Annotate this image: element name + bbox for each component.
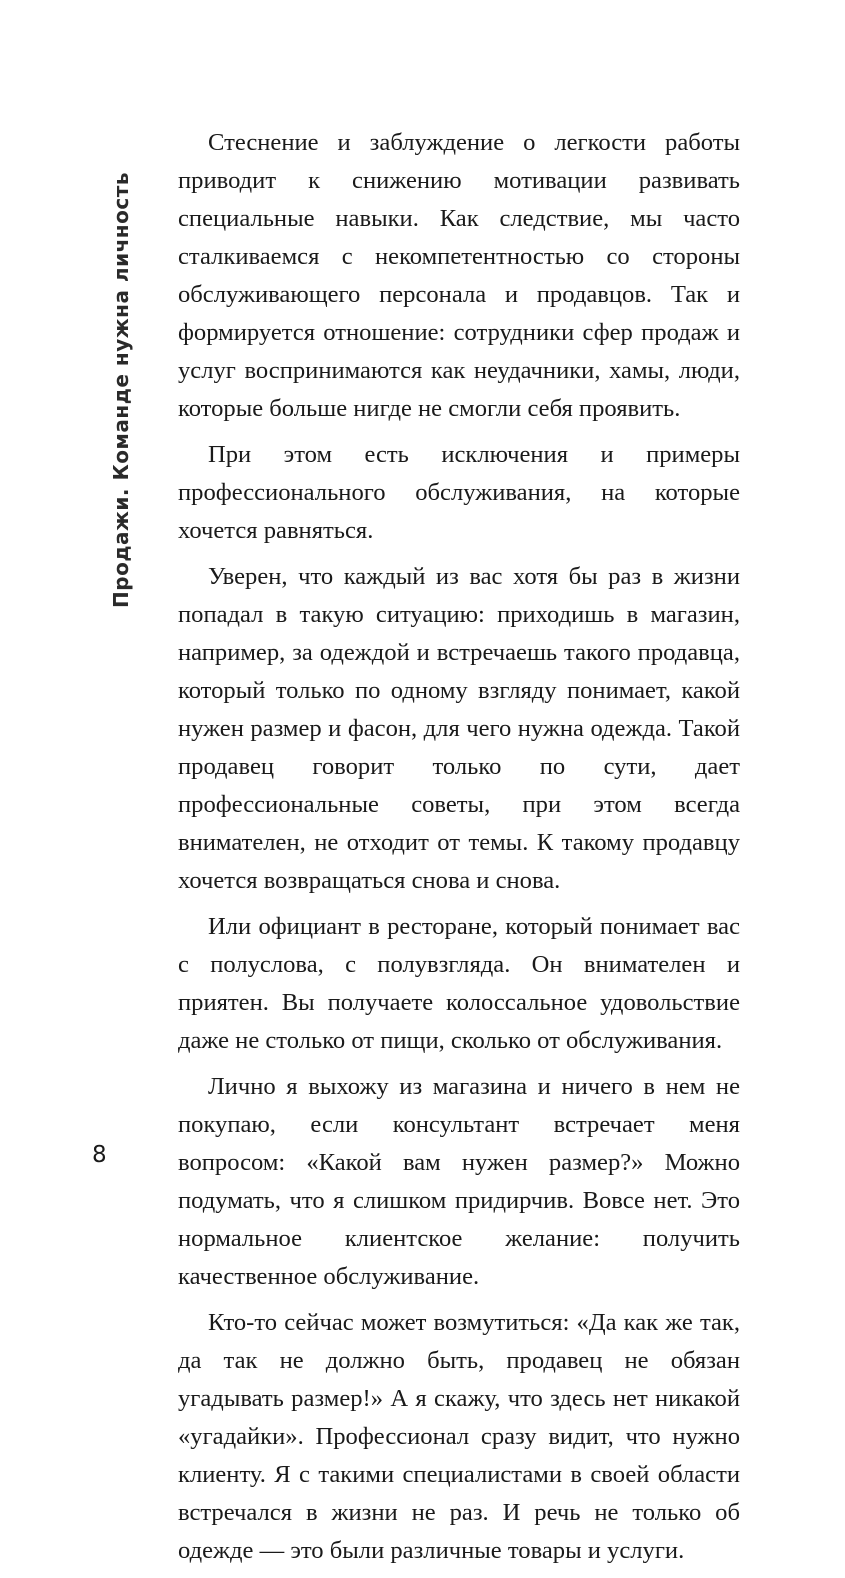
paragraph: Уверен, что каждый из вас хотя бы раз в жизни попадал в такую ситуацию: приходишь в магазин, например, за одеждой и встречаешь такого продавца, который только по одному взгляду понимает, какой нужен размер и фасон, для чего нужна одежда. Такой продавец говорит только по сути, дает профессиональные советы, при этом всегда внимателен, не отходит от темы. К такому продавцу хочется возвращаться снова и снова. (178, 563, 740, 894)
body-text (178, 124, 740, 1578)
paragraph: При этом есть исключения и примеры профессионального обслуживания, на которые хочется равняться. (178, 441, 740, 544)
paragraph: Стеснение и заблуждение о легкости работы приводит к снижению мотивации развивать специальные навыки. Как следствие, мы часто сталкиваемся с некомпетентностью со стороны обслуживающего персонала и продавцов. Так и формируется отношение: сотрудники сфер продаж и услуг воспринимаются как неудачники, хамы, люди, которые больше нигде не смогли себя проявить. (178, 129, 740, 422)
paragraph: Лично я выхожу из магазина и ничего в нем не покупаю, если консультант встречает меня вопросом: «Какой вам нужен размер?» Можно подумать, что я слишком придирчив. Вовсе нет. Это нормальное клиентское желание: получить качественное обслуживание. (178, 1073, 740, 1290)
paragraph: Кто-то сейчас может возмутиться: «Да как же так, да так не должно быть, продавец не обязан угадывать размер!» А я скажу, что здесь нет никакой «угадайки». Профессионал сразу видит, что нужно клиенту. Я с такими специалистами в своей области встречался в жизни не раз. И речь не только об одежде — это были различные товары и услуги. (178, 1309, 740, 1564)
paragraph: Или официант в ресторане, который понимает вас с полуслова, с полувзгляда. Он внимателен и приятен. Вы получаете колоссальное удовольствие даже не столько от пищи, сколько от обслуживания. (178, 913, 740, 1054)
page-number: 8 (92, 1142, 107, 1168)
running-head-text: Продажи. Команде нужна личность (109, 172, 133, 608)
